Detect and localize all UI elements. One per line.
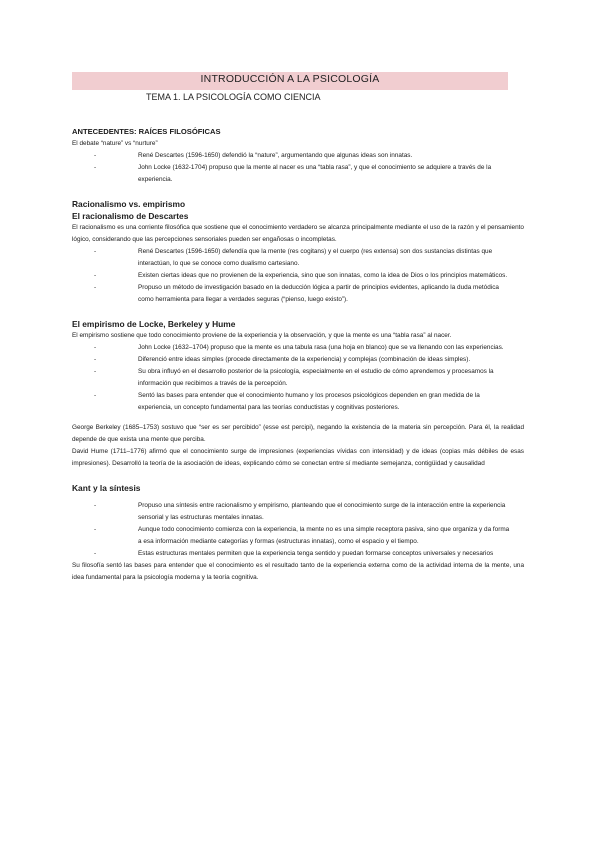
list-item: - Existen ciertas ideas que no provienen de la experiencia, sino que son innatas, como la idea de Dios o los principios matemáticos.: [72, 270, 524, 282]
list-item: - Estas estructuras mentales permiten que la experiencia tenga sentido y puedan formarse conceptos universales y necesarios: [72, 548, 524, 560]
document-body: [72, 126, 524, 584]
bullet-dash: -: [94, 356, 97, 363]
list-item: - René Descartes (1596-1650) defendió la “nature”, argumentando que algunas ideas son innatas.: [72, 150, 524, 162]
paragraph-racionalismo: El racionalismo es una corriente filosófica que sostiene que el conocimiento verdadero se alcanza principalmente mediante el uso de la razón y el pensamiento lógico, considerando que las percepciones sensoriales pueden ser engañosas o incompletas.: [72, 224, 524, 243]
bullet-dash: -: [94, 284, 97, 291]
paragraph-kant-conclusion: Su filosofía sentó las bases para entender que el conocimiento es el resultado tanto de la experiencia externa como de la actividad interna de la mente, una idea fundamental para la psicología moderna y la teoría cognitiva.: [72, 562, 524, 581]
bullet-dash: -: [94, 164, 97, 171]
bullet-dash: -: [94, 248, 97, 255]
list-item: - John Locke (1632-1704) propuso que la mente al nacer es una “tabla rasa”, y que el conocimiento se adquiere a través de la experiencia.: [94, 164, 492, 183]
bullet-dash: -: [94, 344, 97, 351]
bullet-list-racionalismo: [72, 246, 524, 306]
list-item: - Propuso una síntesis entre racionalismo y empirismo, planteando que el conocimiento surge de la interacción entre la experiencia sensorial y las estructuras mentales innatas.: [94, 502, 506, 521]
document-subtitle: TEMA 1. LA PSICOLOGÍA COMO CIENCIA: [146, 92, 321, 102]
paragraph-berkeley: George Berkeley (1685–1753) sostuvo que “ser es ser percibido” (esse est percipi), negando la existencia de la materia sin percepción. Para él, la realidad depende de que exista una mente que perciba.: [72, 424, 524, 443]
list-item: - Diferenció entre ideas simples (procede directamente de la experiencia) y complejas (combinación de ideas simples).: [72, 354, 524, 366]
subsection-title-descartes: El racionalismo de Descartes: [72, 211, 189, 221]
bullet-dash: -: [94, 392, 97, 399]
bullet-dash: -: [94, 526, 97, 533]
bullet-dash: -: [94, 272, 97, 279]
list-item: - René Descartes (1596-1650) defendía que la mente (res cogitans) y el cuerpo (res extensa) son dos sustancias distintas que interactúan, lo que se conoce como dualismo cartesiano.: [94, 248, 493, 267]
paragraph-debate: El debate “nature” vs “nurture”: [72, 140, 158, 147]
list-item: - Sentó las bases para entender que el conocimiento humano y los procesos psicológicos dependen en gran medida de la experiencia, un concepto fundamental para las teorías conductistas y cognitivas posteriores.: [94, 392, 480, 411]
document-title: INTRODUCCIÓN A LA PSICOLOGÍA: [200, 73, 380, 85]
bullet-dash: -: [94, 368, 97, 375]
paragraph-hume: David Hume (1711–1776) afirmó que el conocimiento surge de impresiones (experiencias vívidas con intensidad) y de ideas (copias más débiles de esas impresiones). Desarrolló la teoría de la asociación de ideas, explicando cómo se conectan entre sí mediante semejanza, contigüidad y causalidad: [72, 448, 524, 467]
list-item: - Su obra influyó en el desarrollo posterior de la psicología, especialmente en el estudio de cómo aprendemos y procesamos la información que recibimos a través de la percepción.: [94, 368, 494, 387]
section-title-antecedentes: ANTECEDENTES: RAÍCES FILOSÓFICAS: [72, 127, 221, 136]
bullet-dash: -: [94, 550, 97, 557]
section-title-racionalismo: Racionalismo vs. empirismo: [72, 199, 186, 209]
list-item: - Propuso un método de investigación basado en la deducción lógica a partir de principios evidentes, aplicando la duda metódica como herramienta para llegar a verdades seguras (“pienso, luego existo”).: [94, 284, 499, 303]
bullet-dash: -: [94, 152, 97, 159]
paragraph-empirismo: El empirismo sostiene que todo conocimiento proviene de la experiencia y la observación, y que la mente es una “tabla rasa” al nacer.: [72, 332, 452, 339]
list-item: - John Locke (1632–1704) propuso que la mente es una tabula rasa (una hoja en blanco) que se va llenando con las experiencias.: [72, 342, 524, 354]
subsection-title-kant: Kant y la síntesis: [72, 483, 141, 493]
subsection-title-empirismo: El empirismo de Locke, Berkeley y Hume: [72, 319, 236, 329]
bullet-list-antecedentes: [72, 150, 524, 186]
bullet-dash: -: [94, 502, 97, 509]
bullet-list-kant: [72, 500, 524, 560]
bullet-list-empirismo: [72, 342, 524, 414]
list-item: - Aunque todo conocimiento comienza con la experiencia, la mente no es una simple receptora pasiva, sino que organiza y da forma a esa información mediante categorías y formas (estructuras innatas), como el espacio y el tiempo.: [94, 526, 510, 545]
